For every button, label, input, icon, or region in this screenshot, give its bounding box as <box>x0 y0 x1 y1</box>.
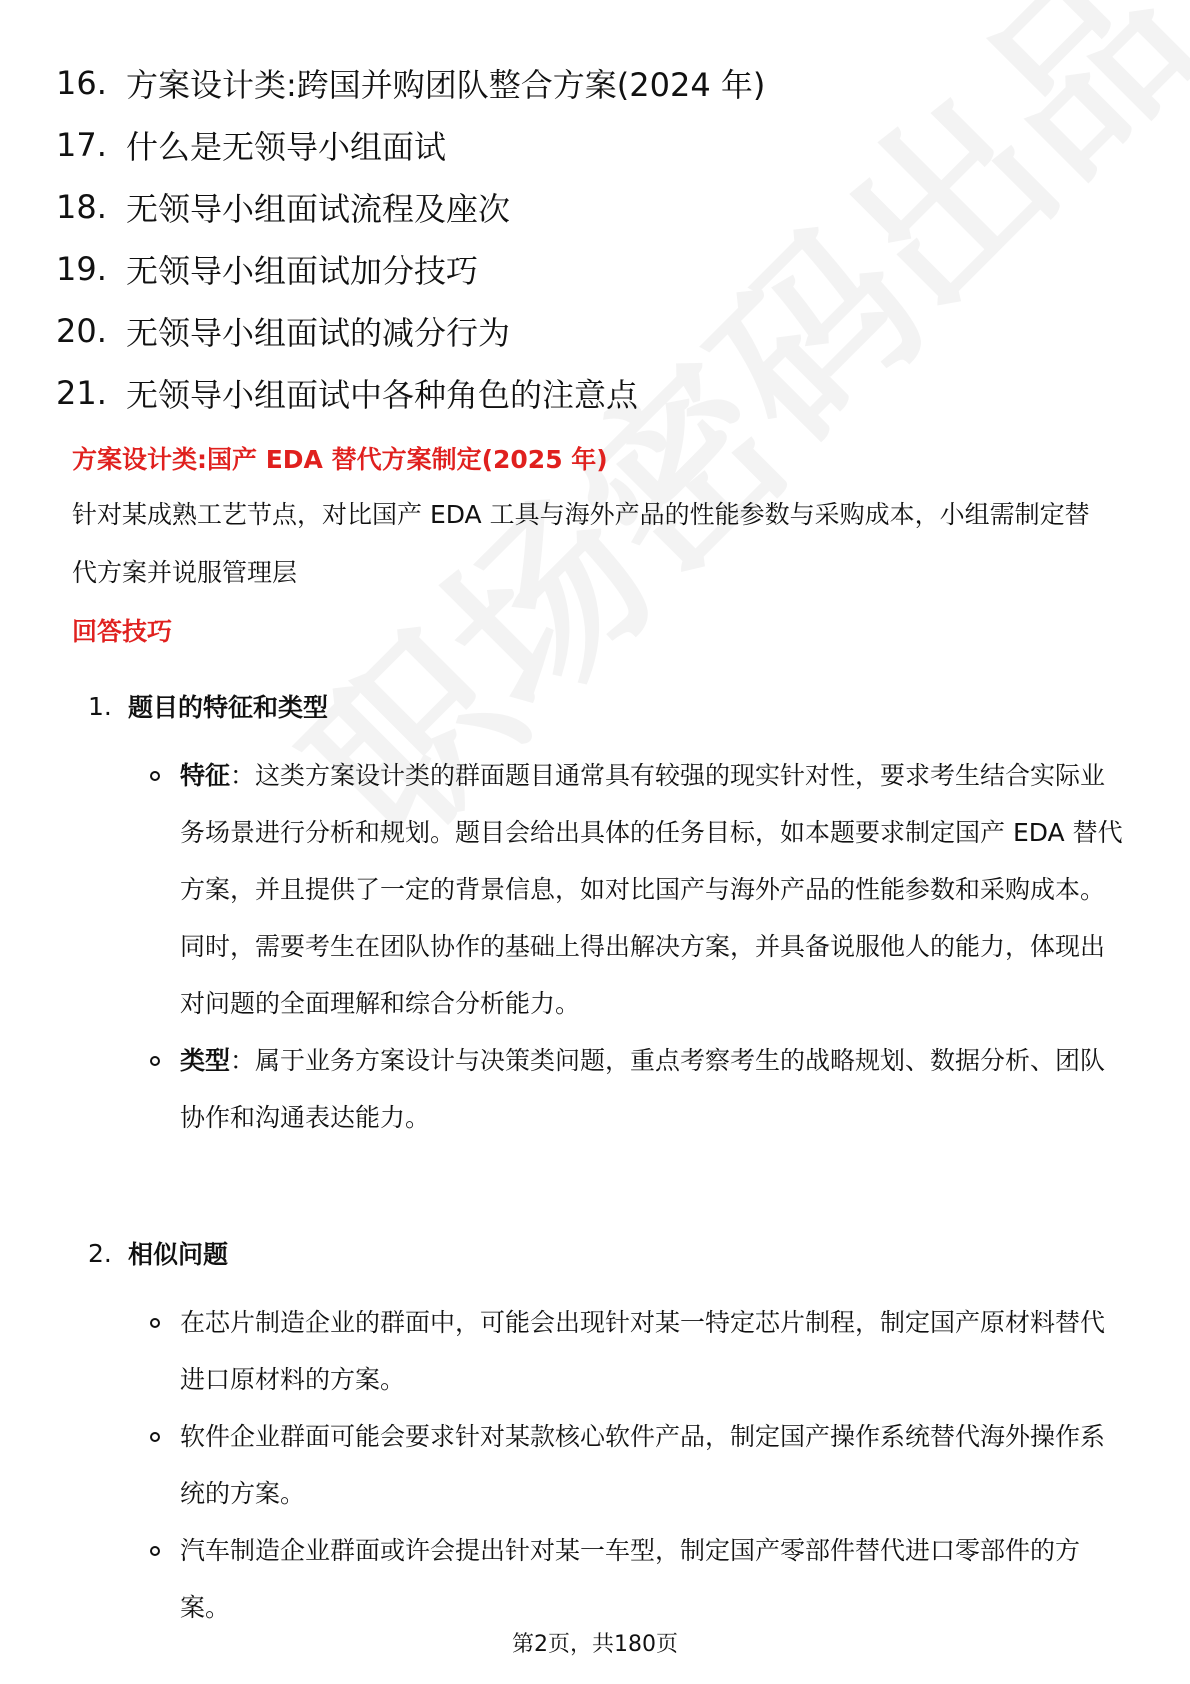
toc-item <box>56 52 765 114</box>
numbered-heading <box>88 683 1128 729</box>
bullet-item <box>88 747 1128 1032</box>
bullet-text: 软件企业群面可能会要求针对某款核心软件产品，制定国产操作系统替代海外操作系统的方案。 <box>180 1422 1106 1508</box>
bullet-circle-icon <box>150 1546 160 1556</box>
toc-number: 17. <box>56 126 107 164</box>
toc-number: 16. <box>56 64 107 102</box>
tips-item-similar <box>88 1230 1128 1636</box>
bullet-text: 在芯片制造企业的群面中，可能会出现针对某一特定芯片制程，制定国产原材料替代进口原材料的方案。 <box>180 1308 1106 1394</box>
tips-item-features <box>88 683 1128 1146</box>
bullet-circle-icon <box>150 1432 160 1442</box>
toc-number: 20. <box>56 312 107 350</box>
bullet-item <box>88 1522 1128 1636</box>
bullet-text: 汽车制造企业群面或许会提出针对某一车型，制定国产零部件替代进口零部件的方案。 <box>180 1536 1081 1622</box>
toc-item <box>56 238 765 300</box>
heading-title: 相似问题 <box>128 1240 229 1269</box>
toc-number: 19. <box>56 250 107 288</box>
page-footer: 第2页，共180页 <box>512 1632 678 1657</box>
bullet-circle-icon <box>150 1318 160 1328</box>
bullet-item <box>88 1294 1128 1408</box>
toc-item <box>56 362 765 424</box>
bullet-circle-icon <box>150 771 160 781</box>
toc-number: 18. <box>56 188 107 226</box>
bullet-text: ：这类方案设计类的群面题目通常具有较强的现实针对性，要求考生结合实际业务场景进行分析和规划。题目会给出具体的任务目标，如本题要求制定国产 EDA 替代方案，并且提供了一定的背景信息，如对比国产与海外产品的性能参数和采购成本。同时，需要考生在团队协作的基础上得出解决方案，并具备说服他人的能力，体现出对问题的全面理解和综合分析能力。 <box>180 761 1123 1018</box>
bullet-item <box>88 1032 1128 1146</box>
toc-item <box>56 114 765 176</box>
toc-item <box>56 176 765 238</box>
toc-number: 21. <box>56 374 107 412</box>
toc-text: 无领导小组面试的减分行为 <box>126 314 511 352</box>
toc-list <box>56 52 765 424</box>
bullet-text: ：属于业务方案设计与决策类问题，重点考察考生的战略规划、数据分析、团队协作和沟通表达能力。 <box>180 1046 1106 1132</box>
bullet-label: 类型 <box>180 1046 231 1075</box>
toc-text: 方案设计类:跨国并购团队整合方案(2024 年) <box>126 66 766 104</box>
toc-text: 无领导小组面试加分技巧 <box>126 252 479 290</box>
heading-number: 2. <box>88 1238 112 1268</box>
toc-text: 无领导小组面试流程及座次 <box>126 190 511 228</box>
tips-heading: 回答技巧 <box>72 617 173 646</box>
bullet-circle-icon <box>150 1056 160 1066</box>
question-text: 针对某成熟工艺节点，对比国产 EDA 工具与海外产品的性能参数与采购成本，小组需制定替代方案并说服管理层 <box>72 500 1090 587</box>
heading-number: 1. <box>88 691 112 721</box>
toc-text: 无领导小组面试中各种角色的注意点 <box>126 376 639 414</box>
numbered-heading <box>88 1230 1128 1276</box>
section-title: 方案设计类:国产 EDA 替代方案制定(2025 年) <box>72 445 608 474</box>
heading-title: 题目的特征和类型 <box>128 693 329 722</box>
bullet-item <box>88 1408 1128 1522</box>
bullet-label: 特征 <box>180 761 231 790</box>
toc-item <box>56 300 765 362</box>
toc-text: 什么是无领导小组面试 <box>126 128 447 166</box>
